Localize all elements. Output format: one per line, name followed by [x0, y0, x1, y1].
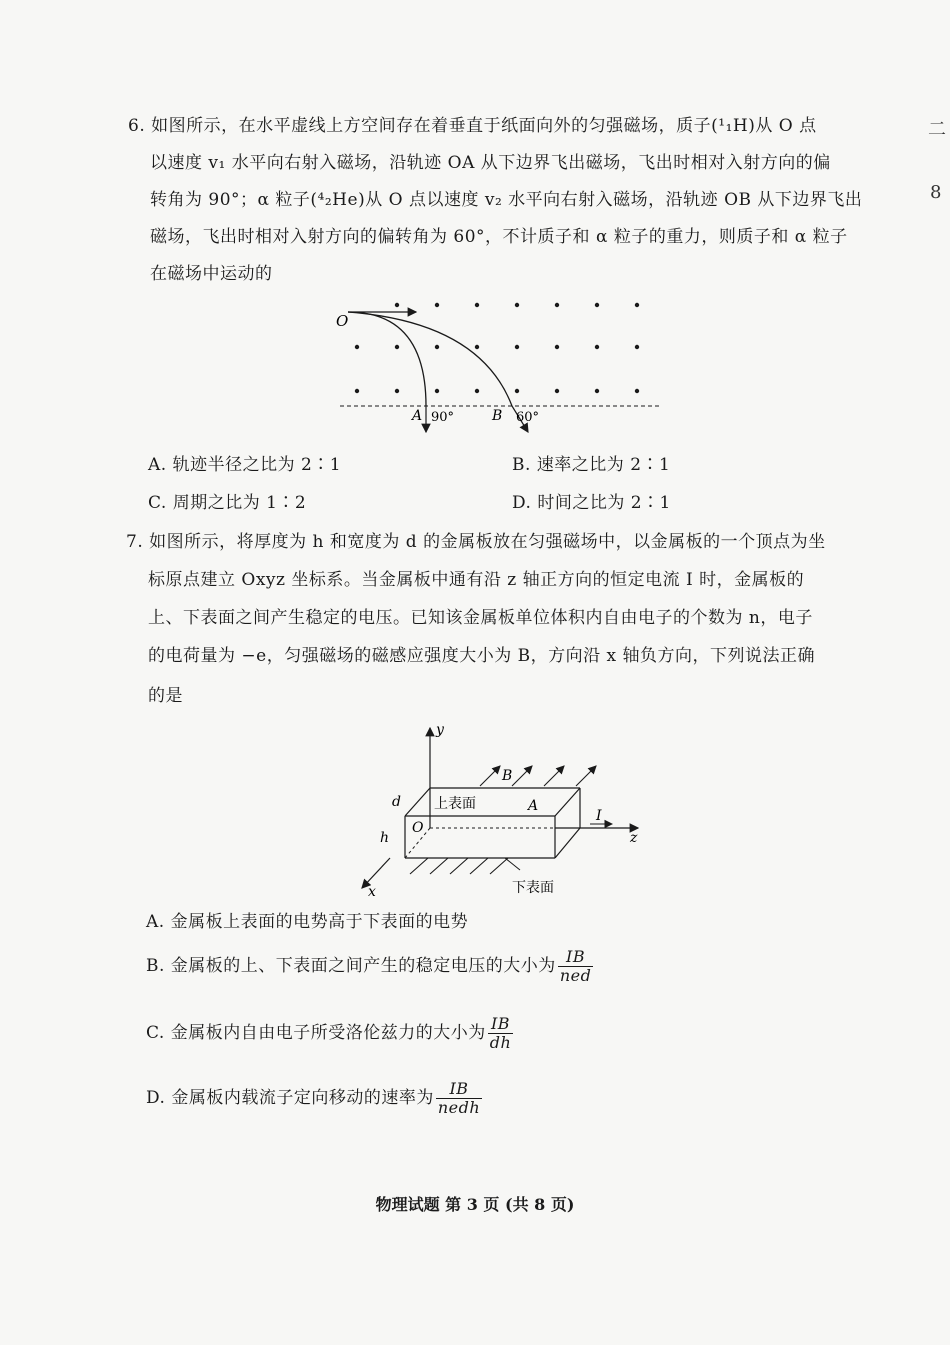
q7-line-5: 的是	[148, 686, 183, 706]
label-angle-B: 60°	[516, 410, 540, 425]
field-B-bottom	[410, 858, 508, 874]
field-B-top	[480, 766, 596, 786]
q7-option-a[interactable]	[146, 910, 468, 934]
x-axis	[362, 858, 390, 888]
fraction-numerator: IB	[490, 1014, 511, 1033]
q7-line-3: 上、下表面之间产生稳定的电压。已知该金属板单位体积内自由电子的个数为 n，电子	[148, 608, 813, 628]
q6-option-b[interactable]: B. 速率之比为 2∶1	[512, 455, 671, 475]
q7-option-a-text: A. 金属板上表面的电势高于下表面的电势	[146, 912, 469, 932]
metal-plate	[405, 788, 580, 858]
side-mark-page: 8	[930, 182, 942, 203]
q7-option-d-fraction	[436, 1080, 482, 1117]
label-O: O	[412, 820, 424, 836]
label-x: x	[368, 884, 376, 900]
bottom-label-leader	[505, 858, 520, 870]
side-mark-top: 二	[928, 119, 946, 140]
q7-option-c-text: C. 金属板内自由电子所受洛伦兹力的大小为	[146, 1023, 486, 1043]
q6-line-1: 6. 如图所示，在水平虚线上方空间存在着垂直于纸面向外的匀强磁场，质子(¹₁H)从 O 点	[128, 116, 817, 136]
q7-line-2: 标原点建立 Oxyz 坐标系。当金属板中通有沿 z 轴正方向的恒定电流 I 时，金属板的	[148, 570, 805, 590]
trajectory-OA	[348, 312, 426, 406]
label-y: y	[436, 722, 444, 738]
q7-option-d[interactable]	[146, 1080, 482, 1117]
page-footer: 物理试题 第 3 页 (共 8 页)	[375, 1195, 575, 1214]
fraction-numerator: IB	[449, 1079, 469, 1098]
label-I: I	[596, 808, 602, 824]
trajectory-OB	[348, 312, 512, 406]
q6-option-a[interactable]: A. 轨迹半径之比为 2∶1	[148, 455, 342, 475]
fraction-denominator: ned	[559, 966, 592, 985]
field-dots	[355, 303, 639, 393]
label-bottom-surface: 下表面	[512, 880, 554, 896]
q6-line-3: 转角为 90°；α 粒子(⁴₂He)从 O 点以速度 v₂ 水平向右射入磁场，沿轨迹 OB 从下边界飞出	[150, 190, 863, 210]
q7-line-4: 的电荷量为 −e，匀强磁场的磁感应强度大小为 B，方向沿 x 轴负方向，下列说法正确	[148, 646, 815, 666]
fraction-denominator: nedh	[437, 1098, 481, 1117]
q6-option-c[interactable]: C. 周期之比为 1∶2	[148, 493, 307, 513]
q7-figure	[350, 718, 660, 903]
q7-option-b-fraction	[558, 948, 594, 985]
label-z: z	[630, 830, 638, 846]
q6-line-2: 以速度 v₁ 水平向右射入磁场，沿轨迹 OA 从下边界飞出磁场，飞出时相对入射方向的偏	[150, 153, 831, 173]
q6-line-5: 在磁场中运动的	[150, 264, 273, 284]
fraction-numerator: IB	[566, 947, 586, 966]
label-B: B	[492, 408, 503, 424]
label-A: A	[528, 798, 539, 814]
label-angle-A: 90°	[431, 410, 455, 425]
q6-line-4: 磁场，飞出时相对入射方向的偏转角为 60°，不计质子和 α 粒子的重力，则质子和 α 粒子	[150, 227, 848, 247]
q7-option-b-text: B. 金属板的上、下表面之间产生的稳定电压的大小为	[146, 956, 556, 976]
q7-option-c[interactable]	[146, 1015, 513, 1052]
fraction-denominator: dh	[489, 1033, 512, 1052]
label-B: B	[502, 768, 513, 784]
q6-option-d[interactable]: D. 时间之比为 2∶1	[512, 493, 671, 513]
label-O: O	[336, 312, 349, 330]
q6-figure	[330, 290, 670, 440]
label-h: h	[380, 830, 390, 846]
label-top-surface: 上表面	[434, 796, 476, 812]
q7-option-b[interactable]	[146, 948, 593, 985]
q7-option-c-fraction	[488, 1015, 514, 1052]
q7-line-1: 7. 如图所示，将厚度为 h 和宽度为 d 的金属板放在匀强磁场中，以金属板的一个顶点为坐	[126, 532, 826, 552]
label-A: A	[412, 408, 423, 424]
label-d: d	[392, 794, 401, 810]
q7-option-d-text: D. 金属板内载流子定向移动的速率为	[146, 1088, 434, 1108]
